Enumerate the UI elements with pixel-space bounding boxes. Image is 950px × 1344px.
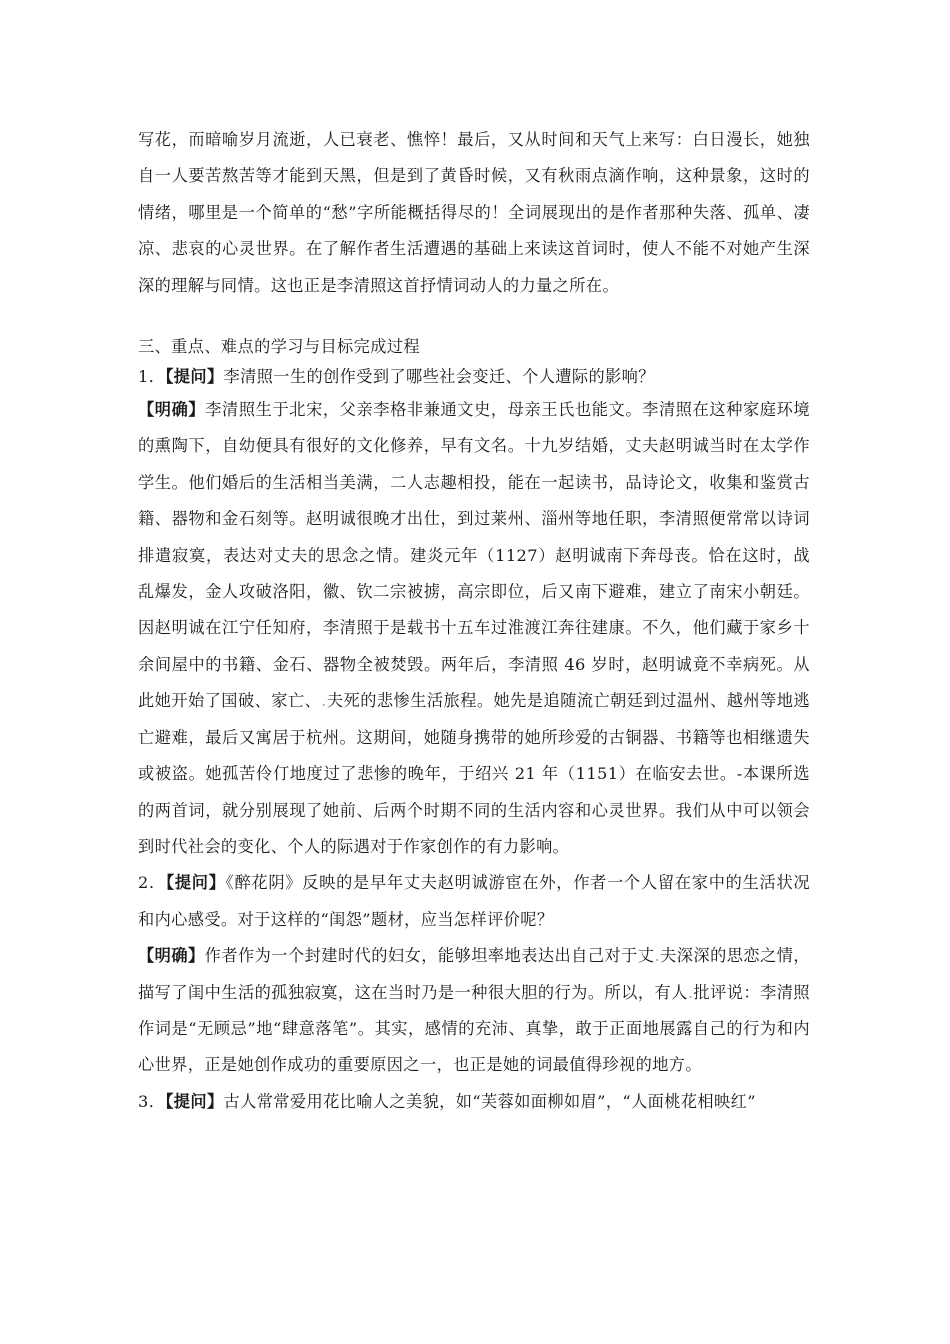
answer-2 [138,938,810,1084]
question-text: 《醉花阴》反映的是早年丈夫赵明诚游宦在外，作者一个人留在家中的生活状况和内心感受。对于这样的“闺怨”题材，应当怎样评价呢？ [138,873,811,929]
answer-text: 作者作为一个封建时代的妇女，能够坦率地表达出自己对于丈 [204,946,655,966]
question-tag: 【提问】 [165,1091,224,1111]
stray-mark: . [687,982,694,1002]
paragraph-gap [138,304,810,332]
section-heading: 三、重点、难点的学习与目标完成过程 [138,337,420,357]
question-number: 1． [138,367,166,387]
answer-1 [138,392,810,865]
question-tag: 【提问】 [165,367,224,387]
answer-text: 夫死的悲惨生活旅程。她先是追随流亡朝廷到过温州、越州等地逃亡避难，最后又寓居于杭州。这期间，她随身携带的她所珍爱的古铜器、书籍等也相继遗失或被盗。她孤苦伶仃地度过了悲惨的晚年，于绍兴 21 年（1151）在临安去世。-本课所选的两首词，就分别展现了她前、后两个时期不同的生活内容和心灵世界。我们从中可以领会到时代社会的变化、个人的际遇对于作家创作的有力影响。 [138,691,810,856]
document-page [138,122,810,1120]
question-number: 3． [138,1091,166,1111]
question-2 [138,865,810,938]
question-3 [138,1084,810,1120]
answer-tag: 【明确】 [138,400,206,420]
answer-text: 批评说：李清照作词是“无顾忌”地“肆意落笔”。其实，感情的充沛、真挚，敢于正面地展露自己的行为和内心世界，正是她创作成功的重要原因之一，也正是她的词最值得珍视的地方。 [138,982,810,1075]
answer-text: 李清照生于北宋，父亲李格非兼通文史，母亲王氏也能文。李清照在这种家庭环境的熏陶下，自幼便具有很好的文化修养，早有文名。十九岁结婚，丈夫赵明诚当时在太学作学生。他们婚后的生活相当美满，二人志趣相投，能在一起读书，品诗论文，收集和鉴赏古籍、器物和金石刻等。赵明诚很晚才出仕，到过莱州、淄州等地任职，李清照便常常以诗词排遣寂寞，表达对丈夫的思念之情。建炎元年（1127）赵明诚南下奔母丧。恰在这时，战乱爆发，金人攻破洛阳，徽、钦二宗被掳，高宗即位，后又南下避难，建立了南宋小朝廷。因赵明诚在江宁任知府，李清照于是载书十五车过淮渡江奔往建康。不久，他们藏于家乡十余间屋中的书籍、金石、器物全被焚毁。两年后，李清照 46 岁时，赵明诚竟不幸病死。从此她开始了国破、家亡、 [138,400,810,711]
answer-text: 夫深深的思恋之情，描写了闺中生活的孤独寂寞，这在当时乃是一种很大胆的行为。所以，有人 [138,946,810,1002]
stray-mark: . [654,946,661,966]
question-tag: 【提问】 [166,873,226,893]
question-number: 2． [138,873,166,893]
question-text: 古人常常爱用花比喻人之美貌，如“芙蓉如面柳如眉”，“人面桃花相映红” [223,1091,756,1111]
question-1 [138,362,810,392]
question-text: 李清照一生的创作受到了哪些社会变迁、个人遭际的影响？ [223,367,655,387]
stray-mark: . [321,691,327,711]
answer-tag: 【明确】 [138,946,205,966]
intro-paragraph: 写花，而暗喻岁月流逝，人已衰老、憔悴！最后，又从时间和天气上来写：白日漫长，她独自一人要苦熬苦等才能到天黑，但是到了黄昏时候，又有秋雨点滴作响，这种景象，这时的情绪，哪里是一个简单的“愁”字所能概括得尽的！全词展现出的是作者那种失落、孤单、凄凉、悲哀的心灵世界。在了解作者生活遭遇的基础上来读这首词时，使人不能不对她产生深深的理解与同情。这也正是李清照这首抒情词动人的力量之所在。 [138,130,810,295]
